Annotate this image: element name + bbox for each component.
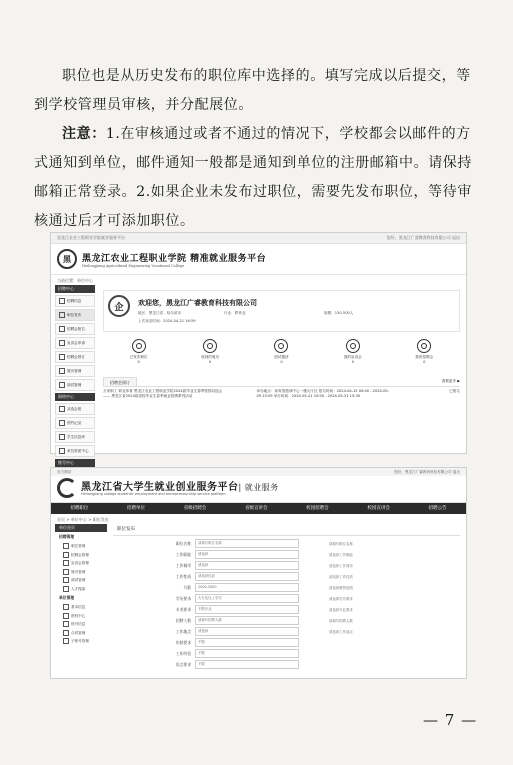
field-label: 学历要求 [175,595,191,601]
sidebar-item-label: 招聘会管理 [71,552,89,557]
sidebar-home[interactable]: 单位首页 [55,524,107,532]
note-label: 注意： [62,126,106,142]
nature-select[interactable]: 请选择性质 [195,572,299,581]
portal-topbar [51,233,466,244]
menu-icon [59,340,65,346]
sidebar-item-active[interactable] [55,309,95,321]
news-dates: 举办地点：体育馆篮球中心一楼大厅区 报名时间：2024-04-15 00:00 - 2024-05-09 23:59 举办时间：2024-05-21 10:00 - 2024-05-21 15:30 [256,389,389,398]
field-label: 语言要求 [175,661,191,667]
menu-icon [63,560,69,566]
stat-icon [346,339,360,353]
stat-icon [203,339,217,353]
job-post-form [153,538,473,670]
sidebar-item-label: 宣讲会管理 [71,561,89,565]
sidebar-item[interactable] [55,551,107,560]
stat-icon [274,339,288,353]
menu-icon [63,543,69,549]
quick-label: 我的招聘会 [415,355,434,359]
sidebar-item-label: 面试管理 [71,578,86,582]
form-row [153,637,473,648]
sidebar-item[interactable] [55,629,107,638]
field-hint: 请填写职位名称 [329,542,353,546]
experience-select[interactable]: 不限 [195,649,299,658]
school-name-en: Heilongjiang Agricultural Engineering Vocational College [82,263,185,268]
quick-value: 0 [208,360,212,364]
breadcrumb: 首页 > 单位中心 > 职位发布 [57,517,109,522]
school-name-text: 黑龙江农业工程职业学院 精准就业服务平台 [82,253,267,264]
sidebar-item[interactable] [55,620,107,629]
field-hint: 请选择薪资范围 [329,586,353,590]
menu-icon [59,312,65,318]
sidebar-item[interactable] [55,568,107,577]
salary-select[interactable]: 2000-3000 [195,583,299,592]
menu-icon [63,577,69,583]
sidebar-item[interactable] [55,542,107,551]
welcome-card [103,290,460,332]
field-label: 年龄要求 [175,639,191,645]
news-title: 万家职工 职业体育 黑龙江农业工程职业学院2024届毕业生春季校园双选会 —— 黑龙江省2024届高校毕业生春季就业招聘系列活动 [103,389,223,398]
location-select[interactable]: 请选择 [195,627,299,636]
sidebar-item-label: 招聘会报名 [67,327,85,331]
sidebar-item-label: 基本信息 [71,605,86,609]
menu-icon [63,586,69,592]
form-row [153,571,473,582]
sidebar-item[interactable] [55,585,107,594]
menu-icon [63,621,69,627]
section-title: 职位发布 [113,524,460,536]
page-number: — 7 — [423,711,478,729]
sidebar-item-label: 合同管理 [71,630,86,635]
menu-icon [59,354,65,360]
field-label: 招聘人数 [175,617,191,623]
education-select[interactable]: 大专及以上学历 [195,594,299,603]
form-row [153,615,473,626]
sidebar-item-label: 预约记录 [67,421,82,425]
sidebar-item-label: 单位资质中心 [67,449,89,453]
quick-label: 已发布职位 [129,355,148,359]
menu-icon [59,420,65,426]
city-select[interactable]: 请选择 [195,561,299,570]
form-row [153,626,473,637]
menu-icon [63,604,69,610]
sidebar-item[interactable] [55,337,95,349]
sidebar-head: 账号中心 [55,459,95,467]
nav-item[interactable]: 省级招聘会 [183,506,207,511]
job-post-main [113,524,460,667]
sidebar-item-label: 招聘会预订 [67,355,85,359]
stat-icon [417,339,431,353]
major-select[interactable]: 不限专业 [195,605,299,614]
sidebar-item-label: 简历管理 [71,569,86,574]
quick-label: 收到的简历 [201,355,220,359]
avatar: 企 [108,295,130,317]
nav-item[interactable]: 省级宣讲会 [244,506,268,511]
platform-header [51,468,466,503]
sidebar-item-label: 职位管理 [71,544,86,548]
topbar-left[interactable]: 官方网站 [57,470,72,474]
school-name [82,251,266,268]
field-hint: 请选择专业要求 [329,608,353,612]
sidebar-item-label: 资料中心 [71,613,86,618]
field-hint: 请填写招聘人数 [329,619,353,623]
topbar-left: 黑龙江农业工程职业学院就业服务平台 [57,235,125,240]
tab-bar [103,377,460,387]
form-row [153,659,473,670]
menu-icon [63,552,69,558]
sidebar-item-label: 双选会报 [67,407,82,411]
menu-icon [59,326,65,332]
form-row [153,593,473,604]
school-header [51,244,466,275]
field-label: 工作性质 [175,573,191,579]
quick-label: 面试邀请 [274,355,289,359]
field-label: 工作城市 [175,562,191,568]
form-row [153,604,473,615]
note-paragraph [34,120,482,236]
info-login-time: 上次登录时间：2024-04-21 16:59 [138,319,196,323]
sidebar-item[interactable] [55,365,95,377]
sidebar-item[interactable] [55,431,95,443]
field-label: 工作职能 [175,551,191,557]
quick-item[interactable] [259,339,303,371]
sidebar-item-label: 面试管理 [67,383,82,387]
field-hint: 请选择工作职能 [329,553,353,557]
main-nav [51,503,466,514]
menu-icon [59,368,65,374]
quick-value: 0 [137,360,140,364]
breadcrumb: 当前位置：单位中心 [57,278,93,283]
sidebar-item[interactable] [55,323,95,335]
nav-item[interactable]: 招聘公告 [428,506,447,511]
status-badge: 已报名 [449,389,460,393]
sidebar-item[interactable] [55,576,107,585]
sidebar-group: 单位管理 [59,595,75,600]
nav-item[interactable]: 校园宣讲会 [367,506,390,511]
stat-icon [132,339,146,353]
sidebar-item-label: 人才搜索 [71,586,86,591]
menu-icon [59,434,65,440]
list-item[interactable] [103,389,460,399]
sidebar-head: 招聘中心 [55,285,95,293]
form-row [153,582,473,593]
quick-label: 我的宣讲会 [343,355,362,359]
menu-icon [63,613,69,619]
quick-value: 0 [351,360,354,364]
quick-value: 0 [280,360,283,364]
sidebar [55,285,95,465]
field-label: 工作经验 [175,650,191,656]
platform-logo-icon [57,478,77,498]
sidebar-item[interactable] [55,603,107,612]
sidebar-item[interactable] [55,351,95,363]
nav-item[interactable]: 校园招聘会 [306,506,329,511]
topbar-right[interactable]: 您好，黑龙江广睿教育科技有限公司 退出 [394,470,460,474]
note-text: 1.在审核通过或者不通过的情况下，学校都会以邮件的方式通知到单位，邮件通知一般都是通知到单位的注册邮箱中。请保持邮箱正常登录。2.如果企业未发布过职位，需要先发布职位，等待审核通过后才可添加职位。 [34,126,472,229]
headcount-input[interactable]: 请填写招聘人数 [195,616,299,625]
age-select[interactable]: 不限 [195,638,299,647]
menu-icon [63,569,69,575]
sidebar-group: 招聘管理 [59,534,75,539]
function-select[interactable]: 请选择 [195,550,299,559]
form-row [153,538,473,549]
sidebar-item[interactable] [55,445,95,457]
menu-icon [59,298,65,304]
sidebar-item[interactable] [55,559,107,568]
sidebar-item-label: 招聘信息 [67,299,82,303]
sidebar-item-label: 简历管理 [67,369,82,373]
field-hint: 请选择工作城市 [329,564,353,568]
quick-value: 0 [423,360,426,364]
field-hint: 请选择工作地点 [329,630,353,634]
news-list [103,389,460,399]
sidebar-item[interactable] [55,612,107,621]
dashboard-main [103,285,460,453]
field-hint: 请选择学历要求 [329,597,353,601]
menu-icon [59,382,65,388]
quick-item[interactable] [402,339,446,371]
platform-title [81,478,279,493]
info-scale: 规模：150-500人 [324,311,354,315]
quick-item[interactable] [331,339,375,371]
job-name-input[interactable]: 请填写职位名称 [195,539,299,548]
form-row [153,648,473,659]
welcome-title: 欢迎您，黑龙江广睿教育科技有限公司 [138,299,257,307]
school-logo-icon: 黑 [57,249,77,269]
menu-icon [63,630,69,636]
paragraph-1: 职位也是从历史发布的职位库中选择的。填写完成以后提交，等到学校管理员审核，并分配展位。 [34,68,471,113]
sidebar-item-label: 学生信息库 [67,435,85,439]
sidebar-item[interactable] [55,403,95,415]
more-link[interactable]: 查看更多 ▶ [441,379,460,383]
menu-icon [63,638,69,644]
quick-stats [103,339,460,371]
quick-item[interactable] [188,339,232,371]
sidebar-item[interactable] [55,637,107,646]
topbar-right[interactable]: 您好，黑龙江广睿教育科技有限公司 退出 [386,235,460,240]
language-select[interactable]: 不限 [195,660,299,669]
nav-item[interactable]: 招聘单位 [127,506,146,511]
platform-topbar [51,468,466,476]
sidebar-item[interactable] [55,417,95,429]
info-region: 地区：黑龙江省 - 哈尔滨市 [138,311,182,315]
menu-icon [59,448,65,454]
form-row [153,560,473,571]
field-label: 月薪 [183,584,191,590]
field-label: 专业要求 [175,606,191,612]
form-row [153,549,473,560]
school-portal-screenshot [50,232,467,465]
province-platform-screenshot [50,467,467,679]
sidebar-head: 网络中心 [55,393,95,401]
menu-icon [59,406,65,412]
sidebar-item-label: 宣讲会申请 [67,341,85,345]
sidebar-item[interactable] [55,379,95,391]
field-label: 工作地点 [175,628,191,634]
tab-job-fair[interactable]: 招聘会预订 [103,377,137,386]
nav-item[interactable]: 招聘职位 [70,506,89,511]
field-hint: 请选择工作性质 [329,575,353,579]
sidebar [55,524,107,646]
sidebar-item[interactable] [55,295,95,307]
platform-title-sub: | 就业服务 [238,483,279,492]
platform-title-text: 黑龙江省大学生就业创业服务平台 [81,482,239,493]
quick-item[interactable] [117,339,161,371]
info-industry: 行业：教育业 [224,311,246,315]
sidebar-item-label: 账号信息 [71,622,86,626]
platform-title-en: Heilongjiang college students' employment and entrepreneurship service platform [81,492,226,496]
sidebar-item-label: 职位发布 [67,313,82,317]
sidebar-item-label: 子账号管理 [71,639,89,643]
field-label: 职位名称 [175,540,191,546]
